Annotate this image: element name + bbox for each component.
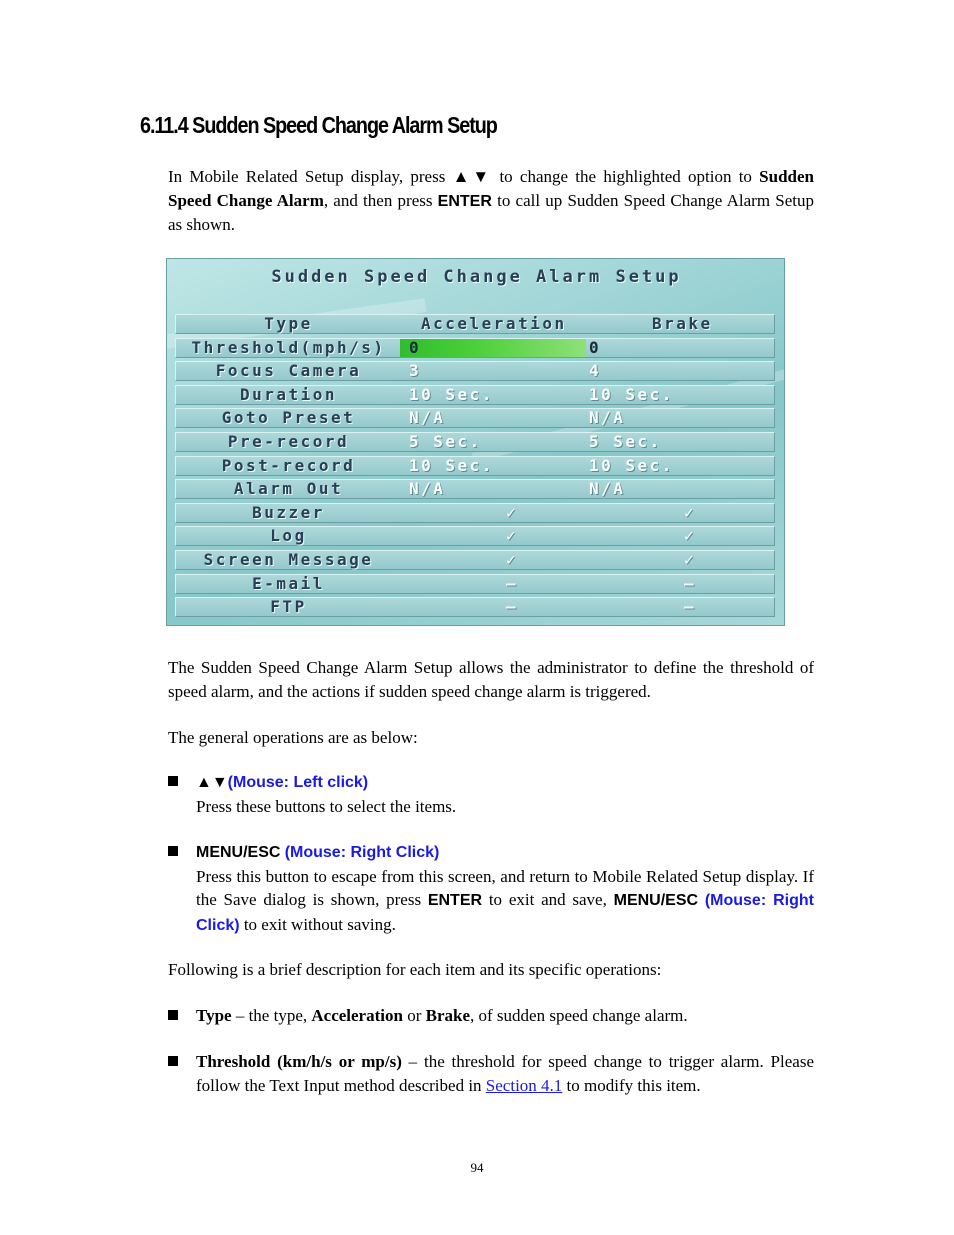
acceleration-value[interactable]: ✓ <box>506 502 519 522</box>
item-text: , of sudden speed change alarm. <box>470 1006 688 1025</box>
brake-value[interactable]: ✓ <box>684 502 697 522</box>
acceleration-value[interactable]: 0 <box>409 337 422 357</box>
osd-setting-row[interactable] <box>175 432 775 452</box>
osd-setting-row[interactable] <box>175 456 775 476</box>
osd-title: Sudden Speed Change Alarm Setup <box>271 267 682 287</box>
osd-row-label: Duration <box>239 384 338 404</box>
brake-value[interactable]: 4 <box>589 361 602 381</box>
acceleration-value[interactable]: ✓ <box>506 550 519 569</box>
osd-row-label: FTP <box>270 597 307 617</box>
osd-row-label: E-mail <box>252 573 325 593</box>
osd-row-label: Buzzer <box>252 502 325 522</box>
osd-header-row <box>175 314 775 334</box>
brake-value[interactable]: 0 <box>589 337 602 357</box>
description-text: to exit and save, <box>482 890 614 909</box>
section-4-1-link[interactable]: Section 4.1 <box>485 1075 563 1095</box>
acceleration-value[interactable]: ✓ <box>506 526 519 546</box>
section-heading: 6.11.4 Sudden Speed Change Alarm Setup <box>140 112 497 138</box>
acceleration-value[interactable]: – <box>506 597 519 617</box>
brake-value: Brake <box>652 314 713 333</box>
osd-row-label: Log <box>270 526 307 546</box>
brake-value[interactable]: ✓ <box>684 550 697 569</box>
intro-text: to call up Sudden Speed Change Alarm Setup as shown. <box>168 190 814 234</box>
menu-esc-key-label: MENU/ESC <box>196 844 281 861</box>
item-type <box>168 1004 814 1028</box>
brake-value[interactable]: ✓ <box>684 526 697 546</box>
item-option: Brake <box>425 1006 471 1025</box>
intro-text: In Mobile Related Setup display, press <box>168 167 453 186</box>
brake-value[interactable]: 5 Sec. <box>589 432 662 451</box>
acceleration-value[interactable]: N/A <box>409 479 446 499</box>
acceleration-value[interactable]: 5 Sec. <box>409 432 482 451</box>
operation-item-arrows <box>168 770 814 818</box>
mouse-action-label: (Mouse: Right Click) <box>196 892 814 934</box>
osd-row-label: Alarm Out <box>233 479 344 499</box>
item-text: or <box>402 1006 426 1025</box>
osd-screenshot <box>166 258 785 626</box>
description-text: to exit without saving. <box>239 914 396 934</box>
mouse-action-label: (Mouse: Left click) <box>227 774 369 791</box>
osd-setting-row[interactable] <box>175 479 775 499</box>
brake-value[interactable]: – <box>684 573 697 593</box>
operation-description: Press these buttons to select the items. <box>196 796 457 816</box>
bullet-square-icon <box>168 846 178 856</box>
description-paragraph: The Sudden Speed Change Alarm Setup allows the administrator to define the threshold of speed alarm, and the actions if sudden speed change alarm is triggered. <box>168 658 814 701</box>
enter-key-label: ENTER <box>427 892 483 909</box>
brake-value[interactable]: N/A <box>589 408 626 428</box>
arrow-keys-symbol: ▲▼ <box>452 167 493 186</box>
operation-description <box>196 865 814 938</box>
osd-setting-row[interactable] <box>175 550 775 570</box>
brake-value[interactable]: N/A <box>589 479 626 499</box>
bullet-square-icon <box>168 776 178 786</box>
bullet-square-icon <box>168 1010 178 1020</box>
item-text: – the type, <box>231 1006 312 1025</box>
osd-setting-row[interactable] <box>175 503 775 523</box>
page-number: 94 <box>470 1160 484 1175</box>
description-text: Press this button to escape from this screen, and return to Mobile Related Setup display. If the Save dialog is shown, press <box>196 866 814 909</box>
osd-row-label: Threshold(mph/s) <box>191 337 386 357</box>
item-option: Acceleration <box>311 1006 403 1025</box>
bullet-square-icon <box>168 1056 178 1066</box>
item-threshold <box>168 1050 814 1097</box>
acceleration-value[interactable]: 3 <box>409 361 422 381</box>
acceleration-value: Acceleration <box>421 314 567 333</box>
acceleration-value[interactable]: N/A <box>409 408 446 428</box>
acceleration-value[interactable]: 10 Sec. <box>409 384 494 404</box>
brake-value[interactable]: 10 Sec. <box>589 455 674 475</box>
menu-esc-key-label: MENU/ESC <box>613 892 699 909</box>
item-text: – the threshold for speed change to trigger alarm. Please follow the Text Input method described in <box>196 1052 814 1095</box>
acceleration-value[interactable]: 10 Sec. <box>409 455 494 475</box>
brake-value[interactable]: 10 Sec. <box>589 384 674 404</box>
osd-row-label: Post-record <box>221 455 356 475</box>
osd-row-label: Screen Message <box>203 550 374 569</box>
brake-value[interactable]: – <box>684 597 697 617</box>
osd-row-label: Focus Camera <box>215 361 362 381</box>
enter-key-label: ENTER <box>437 192 492 210</box>
arrow-keys-symbol: ▲▼ <box>196 774 228 791</box>
osd-setting-row[interactable] <box>175 338 775 358</box>
osd-setting-row[interactable] <box>175 574 775 594</box>
items-intro: Following is a brief description for each item and its specific operations: <box>168 960 662 979</box>
osd-row-label: Pre-record <box>227 432 350 451</box>
acceleration-value[interactable]: – <box>506 573 519 593</box>
mouse-action-label: (Mouse: Right Click) <box>284 844 440 861</box>
item-text: to modify this item. <box>562 1075 701 1095</box>
osd-row-label: Goto Preset <box>221 408 356 428</box>
selection-highlight <box>400 339 586 357</box>
intro-text: to change the highlighted option to <box>492 167 760 186</box>
intro-paragraph <box>168 165 814 237</box>
intro-bold-option: Sudden Speed Change Alarm <box>168 167 814 210</box>
item-name: Threshold (km/h/s or mp/s) <box>196 1052 402 1071</box>
operation-item-menu-esc <box>168 840 814 937</box>
osd-setting-row[interactable] <box>175 597 775 617</box>
osd-row-label: Type <box>264 314 313 333</box>
intro-text: , and then press <box>323 190 438 210</box>
osd-setting-row[interactable] <box>175 385 775 405</box>
osd-setting-row[interactable] <box>175 361 775 381</box>
operations-intro: The general operations are as below: <box>168 728 418 747</box>
osd-setting-row[interactable] <box>175 408 775 428</box>
osd-setting-row[interactable] <box>175 526 775 546</box>
item-name: Type <box>196 1006 232 1025</box>
